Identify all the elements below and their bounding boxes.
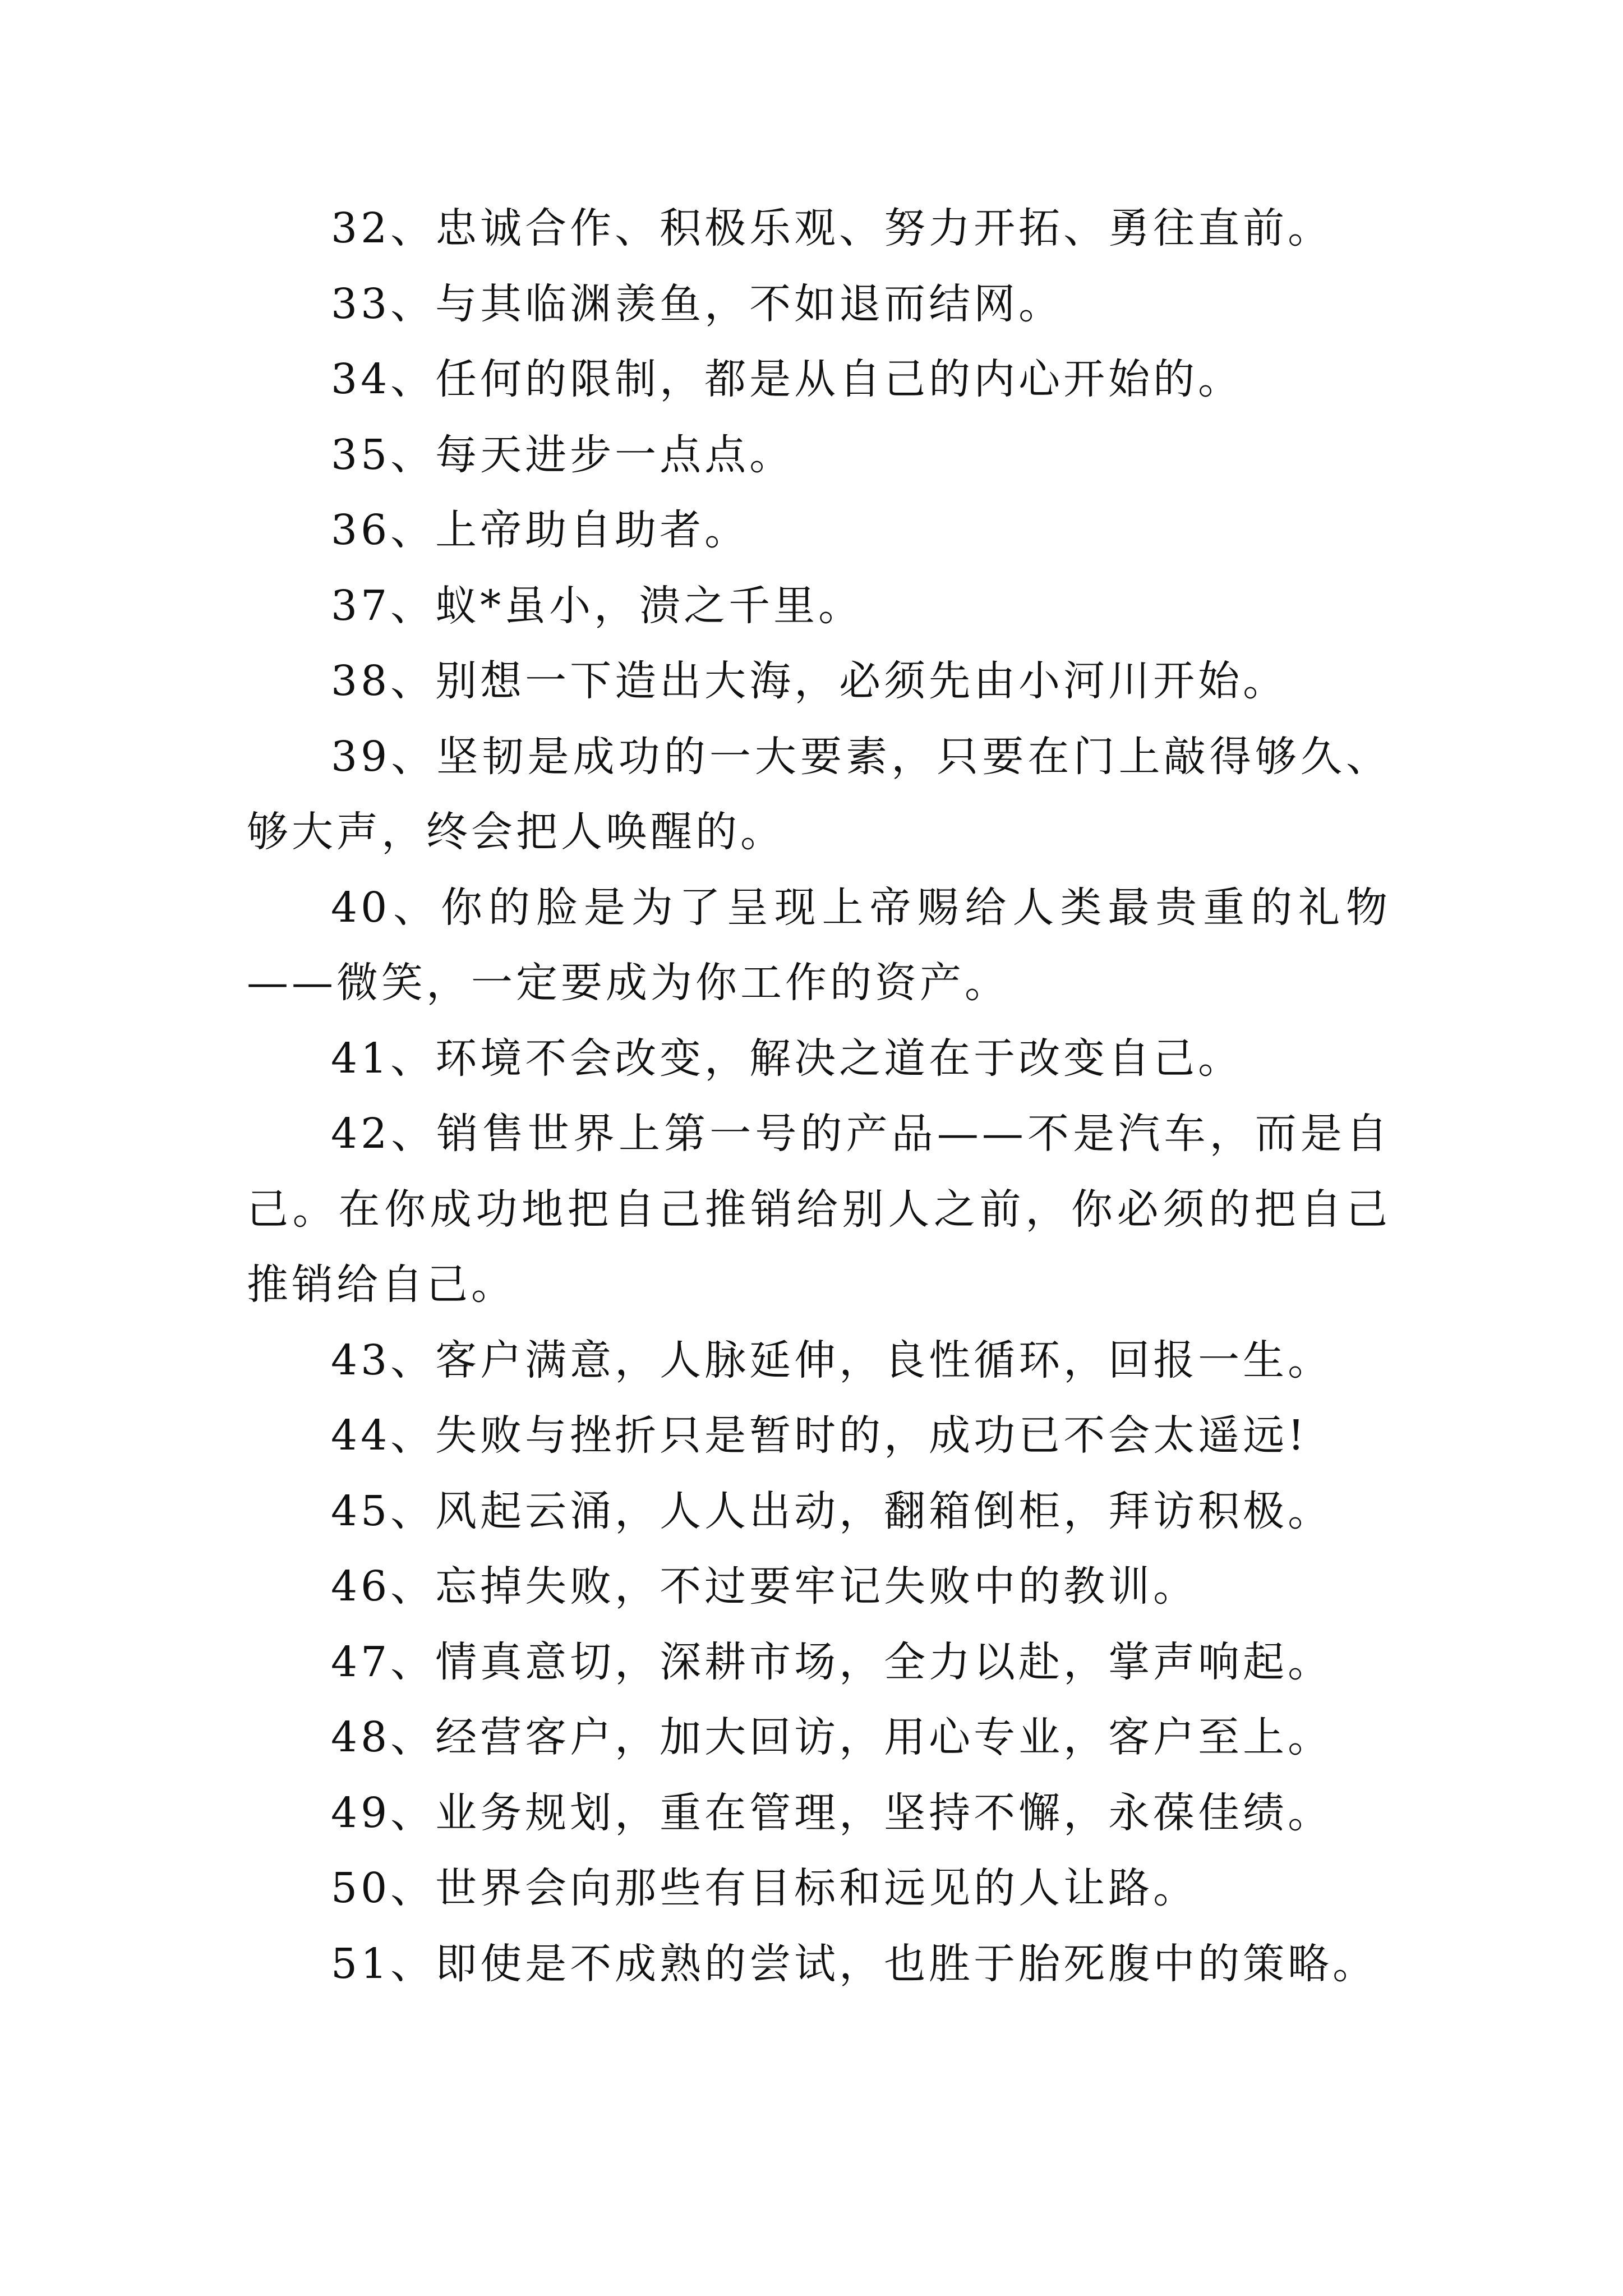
list-item: 41、环境不会改变，解决之道在于改变自己。	[331, 1034, 1243, 1083]
list-item: 51、即使是不成熟的尝试，也胜于胎死腹中的策略。	[331, 1939, 1378, 1988]
list-item: 33、与其临渊羡鱼，不如退而结网。	[331, 279, 1064, 328]
list-item: 49、业务规划，重在管理，坚持不懈，永葆佳绩。	[331, 1788, 1333, 1837]
list-item: 46、忘掉失败，不过要牢记失败中的教训。	[331, 1562, 1198, 1611]
list-item: 35、每天进步一点点。	[331, 430, 795, 479]
list-item: 40、你的脸是为了呈现上帝赐给人类最贵重的礼物——微笑，一定要成为你工作的资产。	[247, 883, 1391, 1007]
list-item: 45、风起云涌，人人出动，翻箱倒柜，拜访积极。	[331, 1487, 1333, 1535]
quote-list	[247, 191, 1391, 2001]
list-item: 38、别想一下造出大海，必须先由小河川开始。	[331, 657, 1288, 705]
list-item: 48、经营客户，加大回访，用心专业，客户至上。	[331, 1713, 1333, 1761]
list-item: 34、任何的限制，都是从自己的内心开始的。	[331, 355, 1243, 403]
list-item: 44、失败与挫折只是暂时的，成功已不会太遥远!	[331, 1411, 1308, 1460]
list-item: 36、上帝助自助者。	[331, 506, 750, 554]
list-item: 47、情真意切，深耕市场，全力以赴，掌声响起。	[331, 1637, 1333, 1686]
list-item: 50、世界会向那些有目标和远见的人让路。	[331, 1864, 1198, 1912]
list-item: 43、客户满意，人脉延伸，良性循环，回报一生。	[331, 1336, 1333, 1384]
list-item: 42、销售世界上第一号的产品——不是汽车，而是自己。在你成功地把自己推销给别人之前，你必须的把自己推销给自己。	[247, 1110, 1391, 1309]
list-item: 37、蚁*虽小，溃之千里。	[331, 581, 864, 630]
list-item: 32、忠诚合作、积极乐观、努力开拓、勇往直前。	[331, 204, 1333, 252]
list-item: 39、坚韧是成功的一大要素，只要在门上敲得够久、够大声，终会把人唤醒的。	[247, 732, 1391, 856]
